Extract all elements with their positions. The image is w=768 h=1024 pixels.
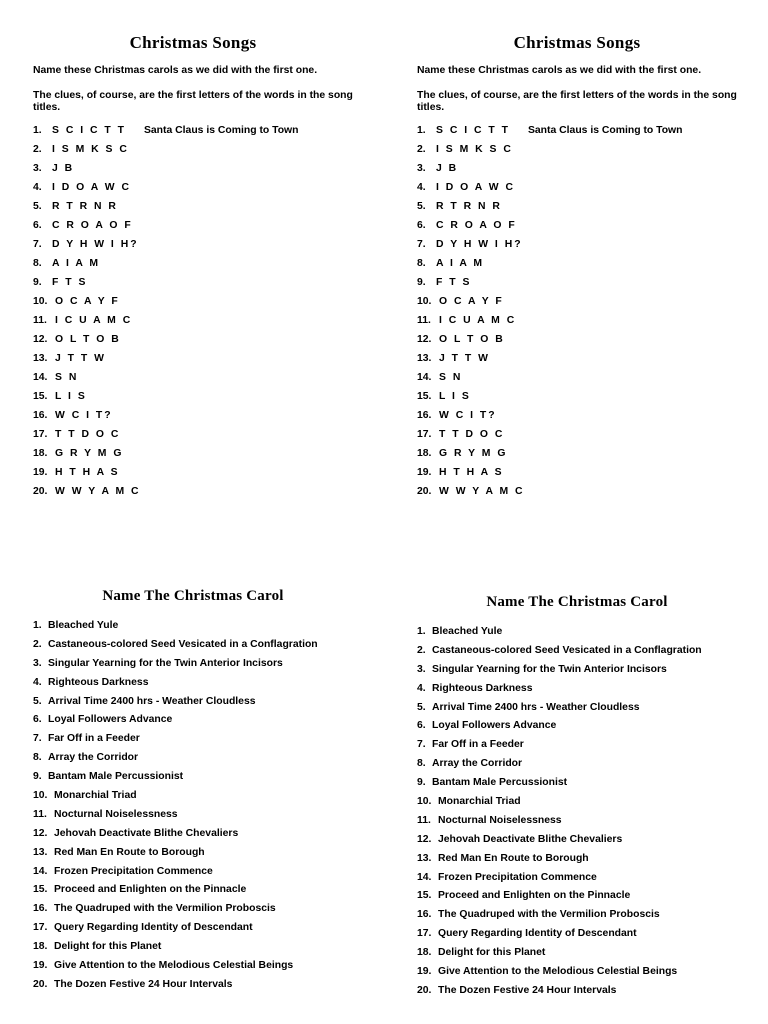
carol-riddle-text: Jehovah Deactivate Blithe Chevaliers (54, 827, 239, 839)
song-clue-letters: J T T W (439, 352, 490, 364)
item-number: 7. (33, 238, 42, 250)
song-clue-letters: F T S (52, 276, 88, 288)
carol-riddle-item (417, 963, 747, 982)
song-clue-letters: L I S (439, 390, 471, 402)
carols-list (417, 623, 747, 1001)
item-number: 2. (417, 644, 426, 656)
carol-riddle-text: Delight for this Planet (438, 947, 546, 959)
carol-riddle-item (417, 661, 747, 680)
example-answer: Santa Claus is Coming to Town (527, 124, 683, 136)
item-number: 5. (417, 701, 426, 713)
carol-riddle-item (417, 774, 747, 793)
carol-riddle-text: Query Regarding Identity of Descendant (54, 922, 253, 934)
song-clue-item (33, 235, 363, 254)
carol-riddle-text: Far Off in a Feeder (48, 733, 140, 745)
carol-riddle-item (417, 982, 747, 1001)
item-number: 19. (417, 966, 432, 978)
song-clue-letters: S N (55, 371, 79, 383)
carol-riddle-text: Monarchial Triad (438, 796, 521, 808)
songs-list (417, 121, 747, 501)
carol-riddle-text: Array the Corridor (432, 758, 523, 770)
song-clue-letters: I S M K S C (436, 143, 513, 155)
carol-riddle-item (417, 755, 747, 774)
item-number: 4. (33, 676, 42, 688)
carol-riddle-text: Bleached Yule (48, 620, 119, 631)
song-clue-item (417, 368, 747, 387)
song-clue-item (33, 178, 363, 197)
item-number: 2. (33, 143, 42, 155)
carol-riddle-text: The Dozen Festive 24 Hour Intervals (54, 978, 233, 990)
song-clue-letters: O C A Y F (55, 295, 120, 307)
item-number: 4. (33, 181, 42, 193)
carol-riddle-item (417, 699, 747, 718)
item-number: 16. (417, 909, 432, 921)
item-number: 16. (33, 409, 48, 421)
song-clue-letters: W C I T? (439, 409, 497, 421)
song-clue-item (33, 254, 363, 273)
item-number: 5. (417, 200, 426, 212)
carol-riddle-text: Query Regarding Identity of Descendant (438, 928, 637, 940)
carol-riddle-item (417, 887, 747, 906)
carol-riddle-text: Arrival Time 2400 hrs - Weather Cloudless (48, 695, 256, 707)
item-number: 18. (417, 947, 432, 959)
item-number: 19. (417, 466, 432, 478)
carol-riddle-item (33, 768, 363, 787)
carol-riddle-text: Frozen Precipitation Commence (54, 865, 213, 877)
song-clue-item (33, 140, 363, 159)
songs-list (33, 121, 363, 501)
item-number: 13. (33, 352, 48, 364)
song-clue-item (33, 121, 363, 140)
song-clue-letters: S N (439, 371, 463, 383)
carol-riddle-item (33, 730, 363, 749)
carol-riddle-text: Bantam Male Percussionist (432, 777, 568, 789)
carol-riddle-item (417, 793, 747, 812)
item-number: 7. (33, 733, 42, 745)
carol-riddles-worksheet-right (417, 594, 747, 1001)
item-number: 15. (417, 390, 432, 402)
item-number: 11. (33, 314, 47, 326)
item-number: 6. (33, 714, 42, 726)
carols-list (33, 617, 363, 995)
songs-instruction-1: Name these Christmas carols as we did with the first one. (417, 65, 702, 76)
song-clue-letters: O C A Y F (439, 295, 504, 307)
item-number: 4. (417, 682, 426, 694)
item-number: 12. (33, 333, 48, 345)
item-number: 9. (417, 777, 426, 789)
item-number: 11. (417, 814, 431, 826)
song-clue-item (33, 444, 363, 463)
carol-riddle-item (33, 693, 363, 712)
song-clue-item (417, 349, 747, 368)
carol-riddle-text: Righteous Darkness (432, 682, 533, 694)
song-clue-letters: J T T W (55, 352, 106, 364)
carol-riddle-text: Give Attention to the Melodious Celestial Beings (54, 960, 294, 972)
song-clue-letters: G R Y M G (55, 447, 124, 459)
item-number: 3. (33, 657, 42, 669)
song-clue-letters: T T D O C (55, 428, 121, 440)
carol-riddle-item (33, 957, 363, 976)
carol-riddle-item (417, 812, 747, 831)
item-number: 12. (417, 833, 432, 845)
song-clue-letters: S C I C T T (52, 124, 126, 136)
item-number: 14. (33, 865, 48, 877)
carol-riddle-text: Loyal Followers Advance (48, 714, 173, 726)
item-number: 15. (417, 890, 432, 902)
item-number: 8. (33, 752, 42, 764)
carol-riddle-text: Array the Corridor (48, 752, 139, 764)
song-clue-letters: W W Y A M C (439, 485, 525, 497)
carol-riddle-item (33, 636, 363, 655)
item-number: 3. (417, 162, 426, 174)
item-number: 20. (33, 978, 48, 990)
carol-riddle-text: Delight for this Planet (54, 941, 162, 953)
item-number: 5. (33, 200, 42, 212)
carol-riddle-item (33, 749, 363, 768)
item-number: 15. (33, 884, 48, 896)
song-clue-letters: W W Y A M C (55, 485, 141, 497)
item-number: 17. (417, 428, 432, 440)
carol-riddle-text: Bleached Yule (432, 626, 503, 637)
song-clue-item (417, 482, 747, 501)
carol-riddle-text: Red Man En Route to Borough (54, 846, 205, 858)
item-number: 10. (33, 295, 48, 307)
song-clue-letters: I D O A W C (436, 181, 515, 193)
song-clue-item (417, 235, 747, 254)
carols-title: Name The Christmas Carol (102, 588, 284, 604)
item-number: 7. (417, 739, 426, 751)
christmas-songs-worksheet-left (33, 33, 363, 501)
item-number: 9. (33, 276, 42, 288)
item-number: 10. (33, 790, 48, 802)
christmas-songs-worksheet-right (417, 33, 747, 501)
song-clue-letters: J B (436, 162, 459, 174)
carol-riddle-item (33, 787, 363, 806)
item-number: 17. (33, 428, 48, 440)
item-number: 5. (33, 695, 42, 707)
carol-riddle-text: Proceed and Enlighten on the Pinnacle (438, 890, 631, 902)
carol-riddle-text: Red Man En Route to Borough (438, 852, 589, 864)
item-number: 3. (417, 663, 426, 675)
item-number: 1. (417, 124, 426, 136)
song-clue-item (417, 197, 747, 216)
carol-riddle-item (417, 925, 747, 944)
song-clue-item (33, 368, 363, 387)
song-clue-item (33, 425, 363, 444)
song-clue-item (417, 387, 747, 406)
item-number: 11. (33, 808, 47, 820)
song-clue-item (33, 482, 363, 501)
item-number: 16. (417, 409, 432, 421)
carols-title: Name The Christmas Carol (486, 594, 668, 610)
songs-instruction-2: The clues, of course, are the first letters of the words in the song titles. (417, 89, 737, 113)
item-number: 6. (33, 219, 42, 231)
songs-title: Christmas Songs (513, 33, 641, 52)
song-clue-letters: W C I T? (55, 409, 113, 421)
song-clue-item (33, 216, 363, 235)
item-number: 14. (33, 371, 48, 383)
song-clue-letters: I S M K S C (52, 143, 129, 155)
song-clue-item (417, 178, 747, 197)
song-clue-letters: C R O A O F (436, 219, 517, 231)
carol-riddle-item (33, 617, 363, 636)
carol-riddle-text: Nocturnal Noiselessness (54, 808, 178, 820)
item-number: 20. (33, 485, 48, 497)
carol-riddle-item (417, 906, 747, 925)
song-clue-letters: D Y H W I H? (436, 238, 523, 250)
item-number: 6. (417, 219, 426, 231)
item-number: 12. (417, 333, 432, 345)
song-clue-letters: O L T O B (55, 333, 121, 345)
carol-riddle-text: Castaneous-colored Seed Vesicated in a Conflagration (432, 644, 702, 656)
carol-riddle-text: Proceed and Enlighten on the Pinnacle (54, 884, 247, 896)
song-clue-item (417, 292, 747, 311)
carol-riddle-item (417, 869, 747, 888)
item-number: 1. (33, 620, 42, 631)
song-clue-letters: I D O A W C (52, 181, 131, 193)
carol-riddle-item (417, 642, 747, 661)
song-clue-item (417, 330, 747, 349)
carol-riddle-item (33, 900, 363, 919)
carol-riddles-worksheet-left (33, 588, 363, 995)
song-clue-item (33, 197, 363, 216)
item-number: 9. (417, 276, 426, 288)
carol-riddle-item (33, 863, 363, 882)
item-number: 8. (417, 758, 426, 770)
carol-riddle-item (33, 655, 363, 674)
item-number: 1. (417, 626, 426, 637)
item-number: 13. (417, 852, 432, 864)
song-clue-item (33, 292, 363, 311)
item-number: 1. (33, 124, 42, 136)
songs-title: Christmas Songs (129, 33, 257, 52)
item-number: 20. (417, 984, 432, 996)
song-clue-item (33, 330, 363, 349)
carol-riddle-item (417, 736, 747, 755)
song-clue-letters: I C U A M C (55, 314, 133, 326)
song-clue-letters: R T R N R (436, 200, 502, 212)
carol-riddle-text: Bantam Male Percussionist (48, 771, 184, 783)
song-clue-letters: A I A M (52, 257, 101, 269)
song-clue-item (417, 406, 747, 425)
song-clue-item (417, 273, 747, 292)
item-number: 2. (417, 143, 426, 155)
item-number: 8. (417, 257, 426, 269)
song-clue-item (417, 311, 747, 330)
carol-riddle-text: Loyal Followers Advance (432, 720, 557, 732)
carol-riddle-item (33, 938, 363, 957)
carol-riddle-item (417, 717, 747, 736)
song-clue-item (417, 463, 747, 482)
carol-riddle-item (417, 623, 747, 642)
item-number: 6. (417, 720, 426, 732)
song-clue-letters: J B (52, 162, 75, 174)
song-clue-letters: L I S (55, 390, 87, 402)
song-clue-letters: F T S (436, 276, 472, 288)
carol-riddle-item (417, 680, 747, 699)
carol-riddle-item (417, 850, 747, 869)
carol-riddle-text: The Quadruped with the Vermilion Proboscis (438, 909, 660, 921)
song-clue-letters: D Y H W I H? (52, 238, 139, 250)
song-clue-letters: C R O A O F (52, 219, 133, 231)
item-number: 4. (417, 181, 426, 193)
song-clue-letters: A I A M (436, 257, 485, 269)
item-number: 17. (417, 928, 432, 940)
carol-riddle-item (417, 944, 747, 963)
item-number: 18. (417, 447, 432, 459)
song-clue-item (33, 463, 363, 482)
song-clue-letters: S C I C T T (436, 124, 510, 136)
song-clue-letters: H T H A S (439, 466, 504, 478)
item-number: 18. (33, 941, 48, 953)
song-clue-item (417, 254, 747, 273)
song-clue-item (417, 121, 747, 140)
item-number: 9. (33, 771, 42, 783)
item-number: 19. (33, 960, 48, 972)
item-number: 11. (417, 314, 431, 326)
example-answer: Santa Claus is Coming to Town (143, 124, 299, 136)
item-number: 12. (33, 827, 48, 839)
carol-riddle-text: Singular Yearning for the Twin Anterior Incisors (432, 663, 667, 675)
item-number: 13. (33, 846, 48, 858)
song-clue-item (33, 349, 363, 368)
carol-riddle-text: Singular Yearning for the Twin Anterior Incisors (48, 657, 283, 669)
item-number: 15. (33, 390, 48, 402)
item-number: 18. (33, 447, 48, 459)
song-clue-item (417, 216, 747, 235)
carol-riddle-text: The Quadruped with the Vermilion Proboscis (54, 903, 276, 915)
item-number: 16. (33, 903, 48, 915)
carol-riddle-text: Castaneous-colored Seed Vesicated in a Conflagration (48, 638, 318, 650)
carol-riddle-text: Far Off in a Feeder (432, 739, 524, 751)
songs-instruction-1: Name these Christmas carols as we did with the first one. (33, 65, 318, 76)
song-clue-item (33, 387, 363, 406)
song-clue-item (417, 140, 747, 159)
carol-riddle-text: Nocturnal Noiselessness (438, 814, 562, 826)
song-clue-letters: T T D O C (439, 428, 505, 440)
song-clue-item (417, 444, 747, 463)
carol-riddle-item (33, 825, 363, 844)
item-number: 7. (417, 238, 426, 250)
carol-riddle-item (33, 976, 363, 995)
song-clue-letters: O L T O B (439, 333, 505, 345)
song-clue-letters: G R Y M G (439, 447, 508, 459)
song-clue-letters: R T R N R (52, 200, 118, 212)
carol-riddle-item (33, 806, 363, 825)
item-number: 2. (33, 638, 42, 650)
carol-riddle-text: Give Attention to the Melodious Celestial Beings (438, 966, 678, 978)
song-clue-item (33, 311, 363, 330)
item-number: 10. (417, 295, 432, 307)
item-number: 14. (417, 871, 432, 883)
carol-riddle-text: Jehovah Deactivate Blithe Chevaliers (438, 833, 623, 845)
carol-riddle-text: Frozen Precipitation Commence (438, 871, 597, 883)
item-number: 3. (33, 162, 42, 174)
carol-riddle-text: Righteous Darkness (48, 676, 149, 688)
songs-instruction-2: The clues, of course, are the first letters of the words in the song titles. (33, 89, 353, 113)
carol-riddle-text: Monarchial Triad (54, 790, 137, 802)
carol-riddle-item (33, 919, 363, 938)
item-number: 19. (33, 466, 48, 478)
song-clue-item (417, 159, 747, 178)
song-clue-letters: I C U A M C (439, 314, 517, 326)
carol-riddle-text: The Dozen Festive 24 Hour Intervals (438, 984, 617, 996)
song-clue-item (417, 425, 747, 444)
carol-riddle-item (33, 674, 363, 693)
item-number: 8. (33, 257, 42, 269)
item-number: 10. (417, 796, 432, 808)
song-clue-letters: H T H A S (55, 466, 120, 478)
carol-riddle-item (33, 844, 363, 863)
item-number: 14. (417, 371, 432, 383)
carol-riddle-item (417, 831, 747, 850)
item-number: 13. (417, 352, 432, 364)
song-clue-item (33, 159, 363, 178)
item-number: 17. (33, 922, 48, 934)
song-clue-item (33, 273, 363, 292)
carol-riddle-item (33, 881, 363, 900)
song-clue-item (33, 406, 363, 425)
carol-riddle-item (33, 711, 363, 730)
carol-riddle-text: Arrival Time 2400 hrs - Weather Cloudless (432, 701, 640, 713)
item-number: 20. (417, 485, 432, 497)
